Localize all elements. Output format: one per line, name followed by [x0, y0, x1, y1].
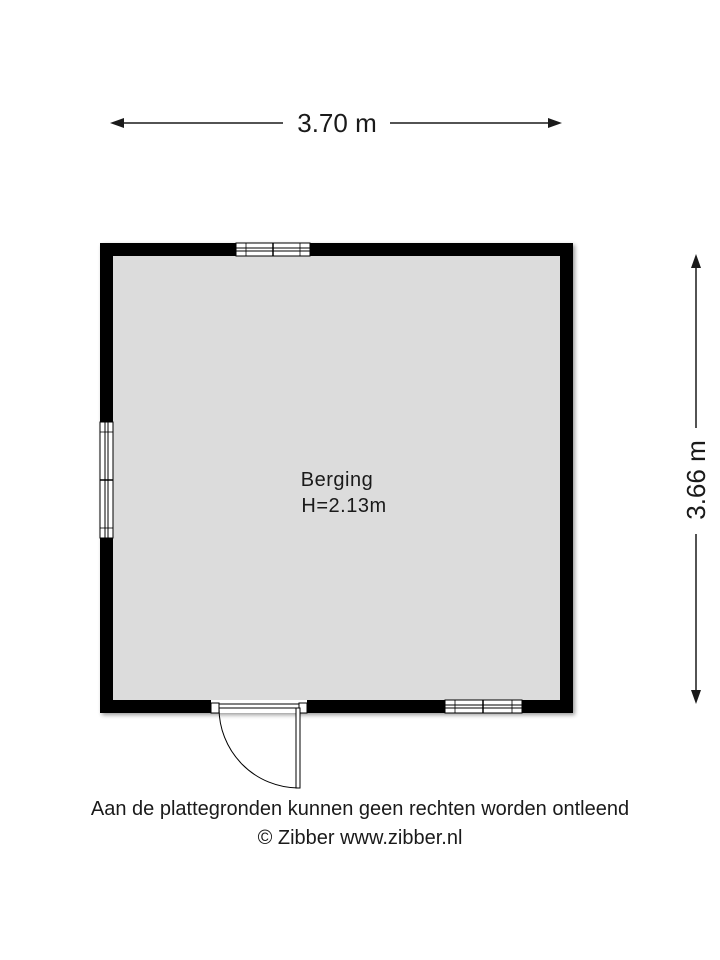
door-swing-arc: [219, 708, 298, 788]
window-top: [236, 243, 310, 256]
arrow-right-icon: [548, 118, 562, 128]
footer-disclaimer: Aan de plattegronden kunnen geen rechten worden ontleend: [90, 798, 630, 820]
window-bottom: [445, 700, 522, 713]
door-leaf: [296, 708, 300, 788]
door-jamb-left: [211, 703, 219, 713]
room-height: H=2.13m: [301, 495, 387, 517]
window-left: [100, 422, 113, 538]
arrow-down-icon: [691, 690, 701, 704]
door-opening: [211, 700, 307, 713]
width-dimension: [110, 108, 562, 138]
footer-credit: © Zibber www.zibber.nl: [257, 827, 463, 849]
door: [211, 700, 307, 788]
arrow-up-icon: [691, 254, 701, 268]
arrow-left-icon: [110, 118, 124, 128]
height-dimension-label: 3.66 m: [681, 440, 711, 520]
height-dimension: [681, 254, 711, 704]
width-dimension-label: 3.70 m: [297, 108, 377, 138]
room-name: Berging: [300, 469, 374, 491]
